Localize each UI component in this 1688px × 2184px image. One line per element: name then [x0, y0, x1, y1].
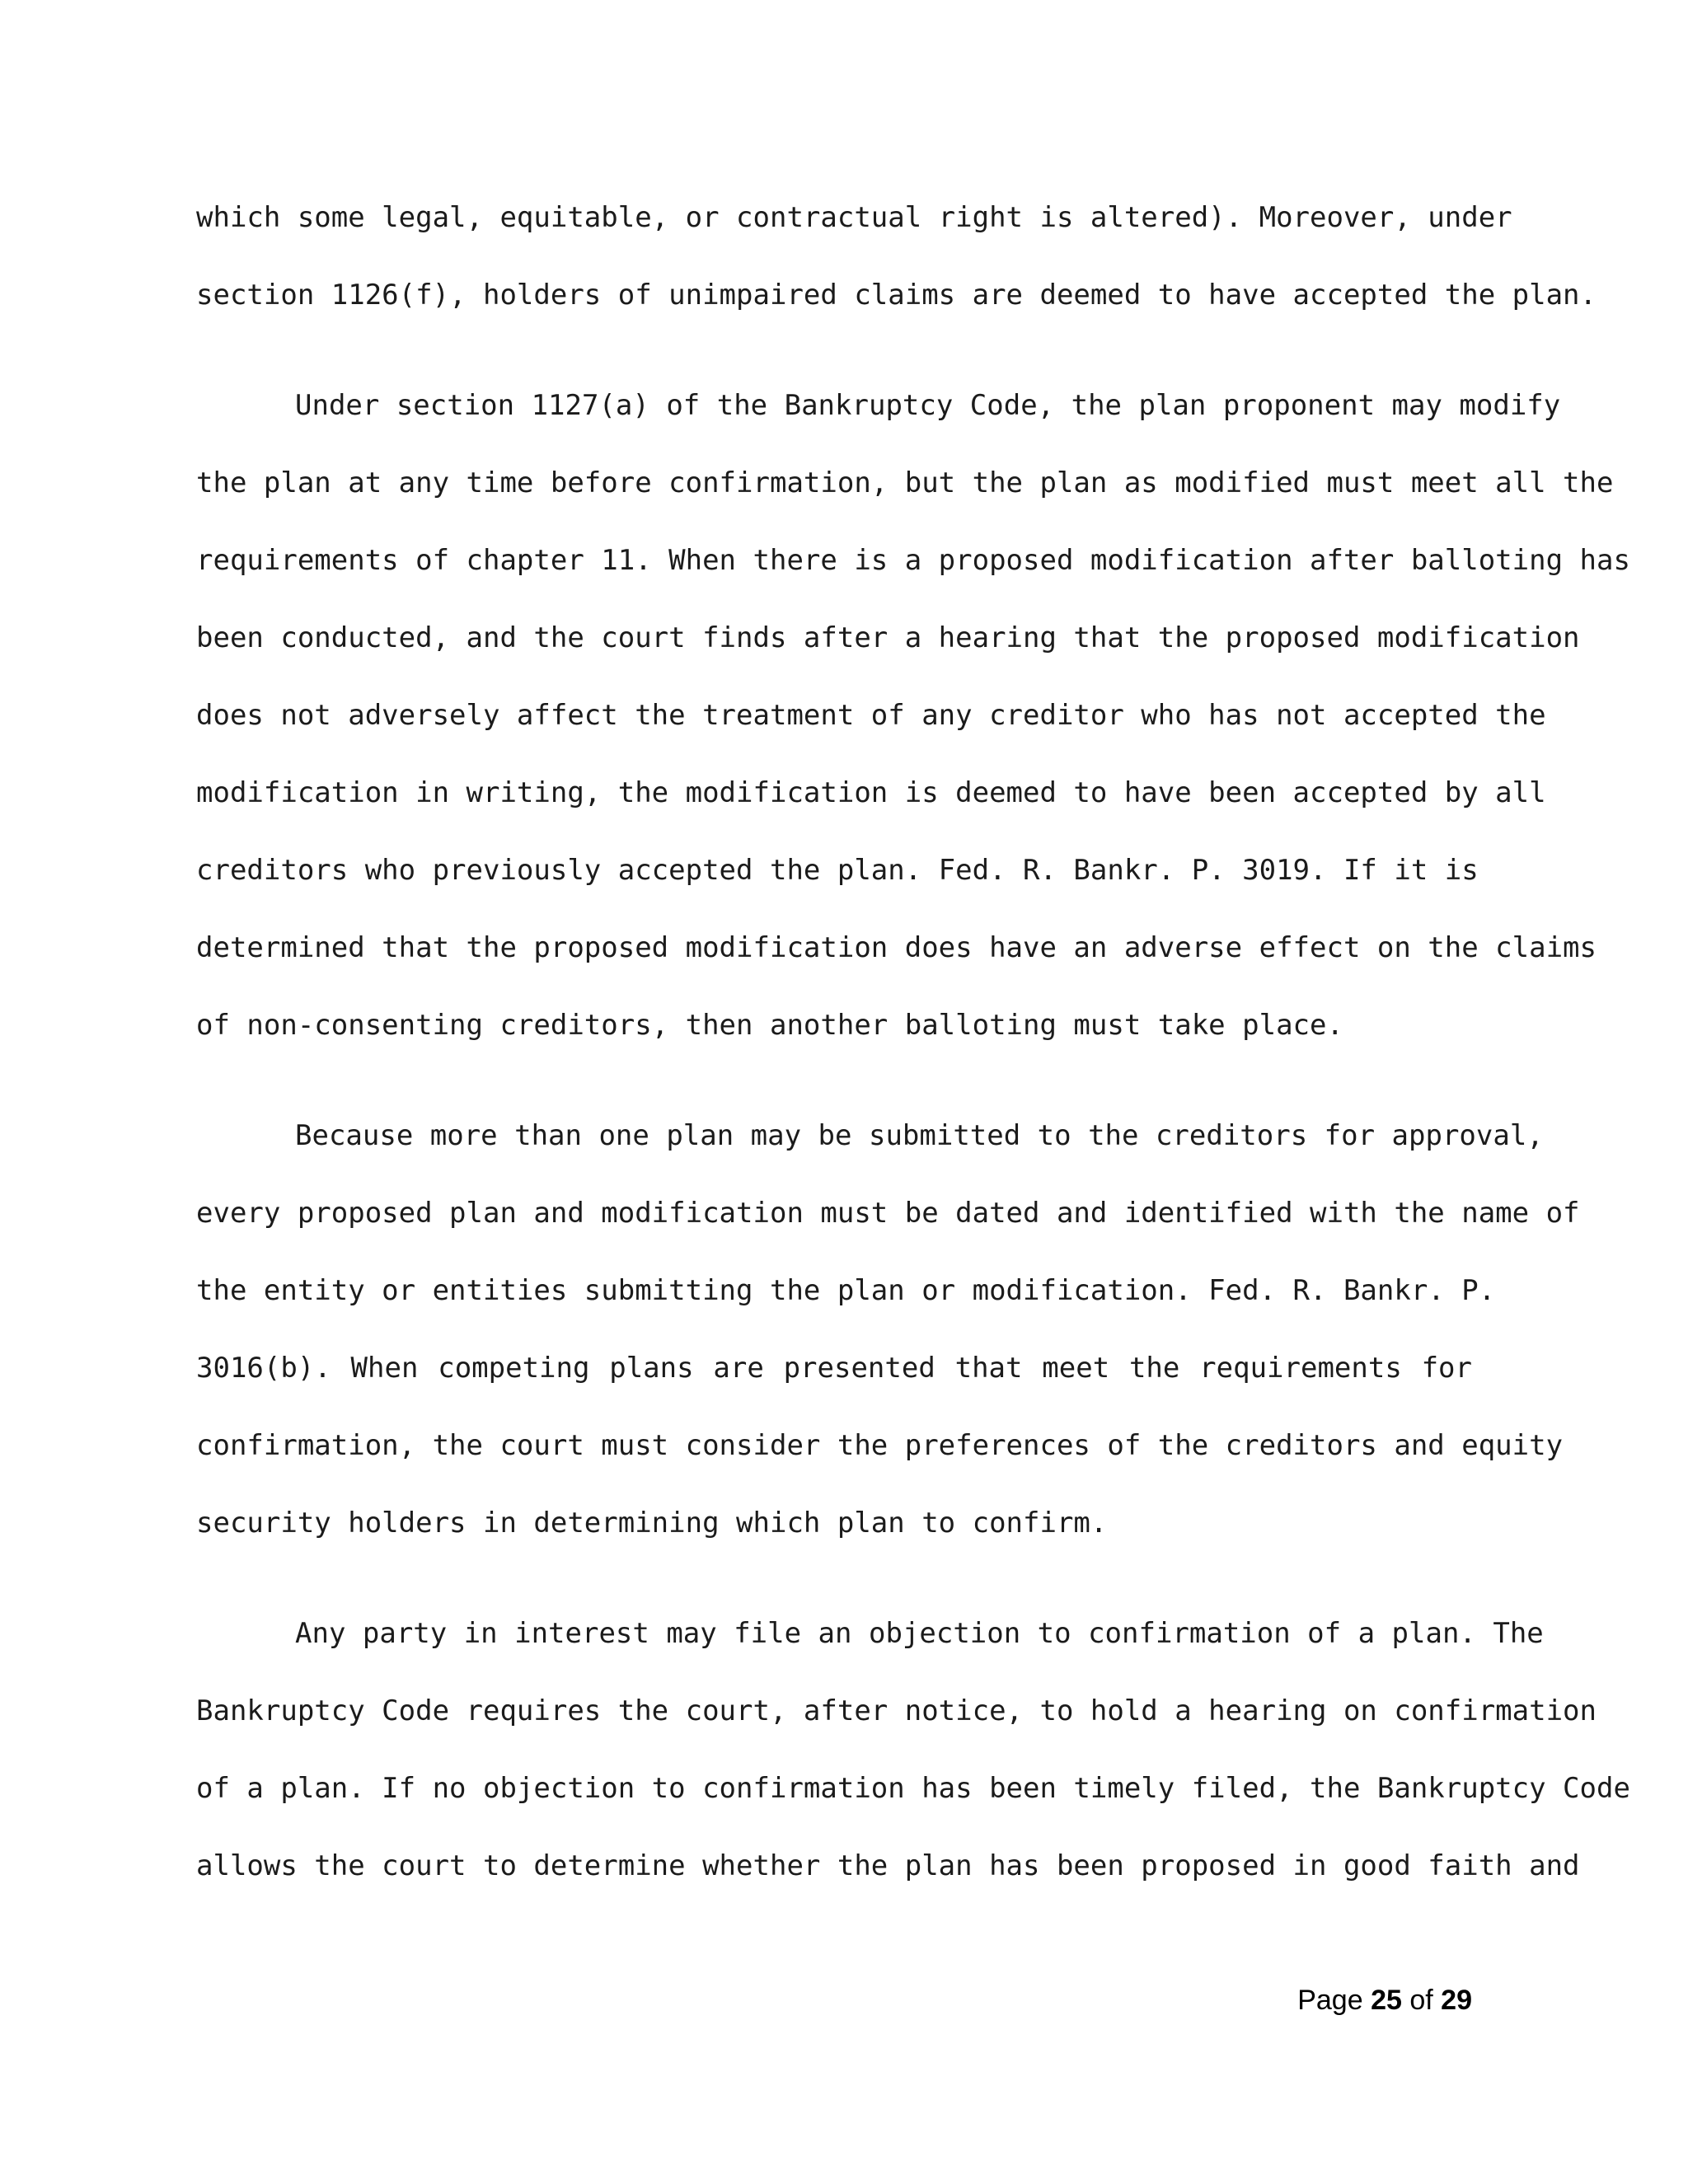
text-line: Any party in interest may file an objection to confirmation of a plan. The [295, 1617, 1544, 1650]
page-label: Page [1297, 1985, 1363, 2016]
paragraph [196, 367, 1630, 1064]
page-footer [1297, 1985, 1472, 2017]
text-line: the entity or entities submitting the plan or modification. Fed. R. Bankr. P. [196, 1274, 1496, 1307]
text-line: Because more than one plan may be submitted to the creditors for approval, [295, 1119, 1544, 1152]
text-line: the plan at any time before confirmation, but the plan as modified must meet all the [196, 466, 1614, 499]
text-line: been conducted, and the court finds after a hearing that the proposed modification [196, 621, 1580, 654]
text-line: confirmation, the court must consider the preferences of the creditors and equity [196, 1429, 1564, 1462]
current-page-number: 25 [1371, 1985, 1402, 2016]
text-line: Under section 1127(a) of the Bankruptcy Code, the plan proponent may modify [295, 389, 1561, 422]
text-line: determined that the proposed modification does have an adverse effect on the claims [196, 931, 1597, 964]
text-line: security holders in determining which plan to confirm. [196, 1507, 1108, 1540]
of-label: of [1409, 1985, 1433, 2016]
text-line: of a plan. If no objection to confirmation has been timely filed, the Bankruptcy Code [196, 1772, 1630, 1805]
text-line: does not adversely affect the treatment of any creditor who has not accepted the [196, 699, 1546, 732]
text-line: requirements of chapter 11. When there is a proposed modification after balloting has [196, 544, 1630, 577]
text-line: every proposed plan and modification must be dated and identified with the name of [196, 1197, 1580, 1230]
paragraph-gap [196, 1562, 1472, 1595]
paragraph [196, 1595, 1630, 1905]
text-line: modification in writing, the modification is deemed to have been accepted by all [196, 776, 1546, 809]
paragraph [196, 1097, 1580, 1562]
total-pages-number: 29 [1441, 1985, 1472, 2016]
text-line: allows the court to determine whether the plan has been proposed in good faith and [196, 1849, 1580, 1882]
text-line: section 1126(f), holders of unimpaired claims are deemed to have accepted the plan. [196, 279, 1597, 312]
paragraph [196, 179, 1597, 334]
body-text [196, 179, 1630, 1905]
text-line: of non-consenting creditors, then another balloting must take place. [196, 1009, 1343, 1042]
paragraph-gap [196, 334, 1472, 367]
text-line: Bankruptcy Code requires the court, after notice, to hold a hearing on confirmation [196, 1694, 1597, 1727]
text-line: which some legal, equitable, or contractual right is altered). Moreover, under [196, 201, 1512, 234]
text-line: 3016(b). When competing plans are presented that meet the requirements for [196, 1352, 1472, 1385]
paragraph-gap [196, 1064, 1472, 1097]
text-line: creditors who previously accepted the plan. Fed. R. Bankr. P. 3019. If it is [196, 854, 1479, 887]
